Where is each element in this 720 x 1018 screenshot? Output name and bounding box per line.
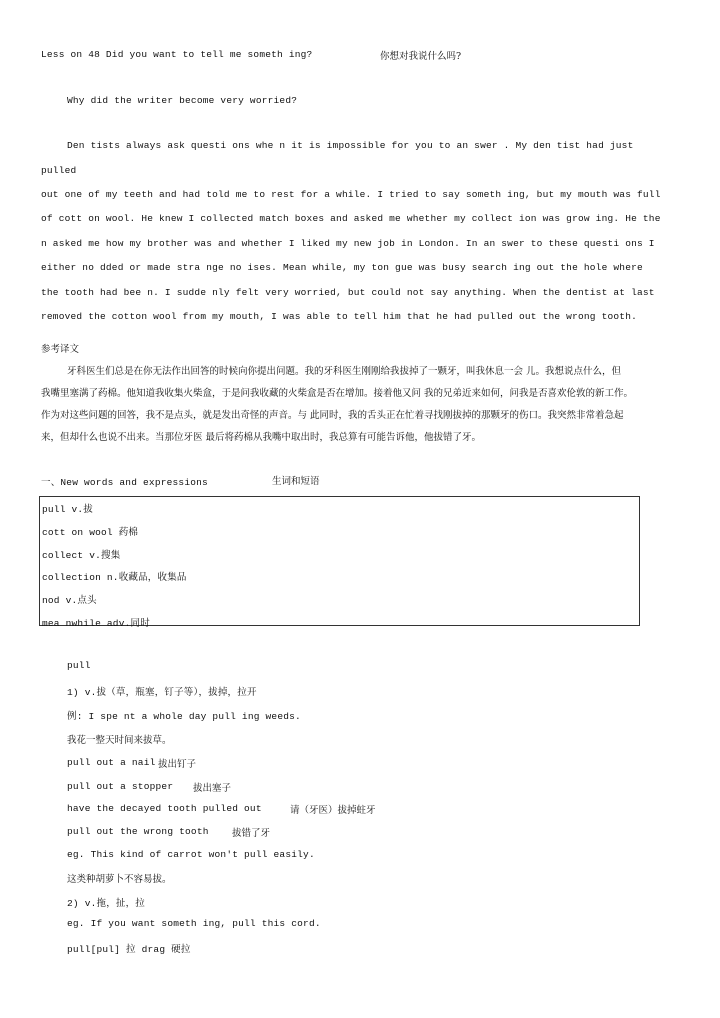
- note-example: eg. This kind of carrot won't pull easily.: [67, 849, 315, 860]
- translation-line: 我嘴里塞满了药棉。他知道我收集火柴盒，于是问我收藏的火柴盒是否在增加。接着他又问 我的兄弟近来如何，问我是否喜欢伦敦的新工作。: [41, 388, 634, 399]
- lesson-title: Less on 48 Did you want to tell me someth ing?: [41, 49, 313, 60]
- note-phrase-translation: 拔错了牙: [232, 828, 271, 839]
- passage-line: Den tists always ask questi ons whe n it is impossible for you to an swer . My den tist had just: [67, 140, 634, 151]
- passage-line: removed the cotton wool from my mouth, I was able to tell him that he had pulled out the wrong tooth.: [41, 311, 637, 322]
- note-phrase-translation: 请（牙医）拔掉蛀牙: [290, 805, 376, 816]
- note-phrase-translation: 拔出塞子: [193, 783, 232, 794]
- passage-line: either no dded or made stra nge no ises. Mean while, my ton gue was busy search ing out the hole where: [41, 262, 643, 273]
- note-example-translation: 我花一整天时间来拔草。: [67, 735, 172, 746]
- note-sense: 2) v.拖，扯，拉: [67, 898, 146, 909]
- note-synonym: pull[pul] 拉 drag 硬拉: [67, 944, 191, 955]
- note-phrase: have the decayed tooth pulled out: [67, 803, 262, 814]
- translation-line: 牙科医生们总是在你无法作出回答的时候向你提出问题。我的牙科医生刚刚给我拔掉了一颗牙，叫我休息一会 儿。我想说点什么，但: [67, 366, 622, 377]
- translation-line: 作为对这些问题的回答，我不是点头，就是发出奇怪的声音。与 此同时，我的舌头正在忙着寻找刚拔掉的那颗牙的伤口。我突然非常着急起: [41, 410, 624, 421]
- note-sense: 1) v.拔（草，瓶塞，钉子等），拔掉，拉开: [67, 687, 257, 698]
- note-phrase: pull out the wrong tooth: [67, 826, 209, 837]
- note-example-translation: 这类种胡萝卜不容易拔。: [67, 874, 172, 885]
- vocab-item: collection n.收藏品，收集品: [42, 572, 187, 583]
- note-phrase: pull out a nail: [67, 757, 156, 768]
- vocab-heading: 一、New words and expressions: [41, 477, 208, 488]
- note-phrase: pull out a stopper: [67, 781, 174, 792]
- lesson-title-chinese: 你想对我说什么吗?: [380, 51, 462, 62]
- vocab-box: [39, 496, 640, 629]
- note-phrase-translation: 拔出钉子: [158, 759, 197, 770]
- passage-line: pulled: [41, 165, 77, 176]
- vocab-heading-chinese: 生词和短语: [272, 476, 320, 487]
- vocab-item: nod v.点头: [42, 595, 97, 606]
- passage-line: the tooth had bee n. I sudde nly felt very worried, but could not say anything. When the dentist at last: [41, 287, 655, 298]
- note-example: eg. If you want someth ing, pull this cord.: [67, 918, 321, 929]
- passage-line: out one of my teeth and had told me to rest for a while. I tried to say someth ing, but my mouth was full: [41, 189, 661, 200]
- vocab-item: collect v.搜集: [42, 550, 121, 561]
- vocab-item: cott on wool 药棉: [42, 527, 139, 538]
- vocab-item: mea nwhile adv.同时: [42, 618, 150, 629]
- question: Why did the writer become very worried?: [67, 95, 298, 106]
- translation-heading: 参考译文: [41, 344, 80, 355]
- note-word: pull: [67, 660, 91, 671]
- translation-line: 来，但却什么也说不出来。当那位牙医 最后将药棉从我嘴中取出时，我总算有可能告诉他，他拔错了牙。: [41, 432, 482, 443]
- vocab-item: pull v.拔: [42, 504, 94, 515]
- passage-line: n asked me how my brother was and whether I liked my new job in London. In an swer to these questi ons I: [41, 238, 655, 249]
- note-example: 例: I spe nt a whole day pull ing weeds.: [67, 711, 301, 722]
- passage-line: of cott on wool. He knew I collected match boxes and asked me whether my collect ion was grow ing. He the: [41, 213, 661, 224]
